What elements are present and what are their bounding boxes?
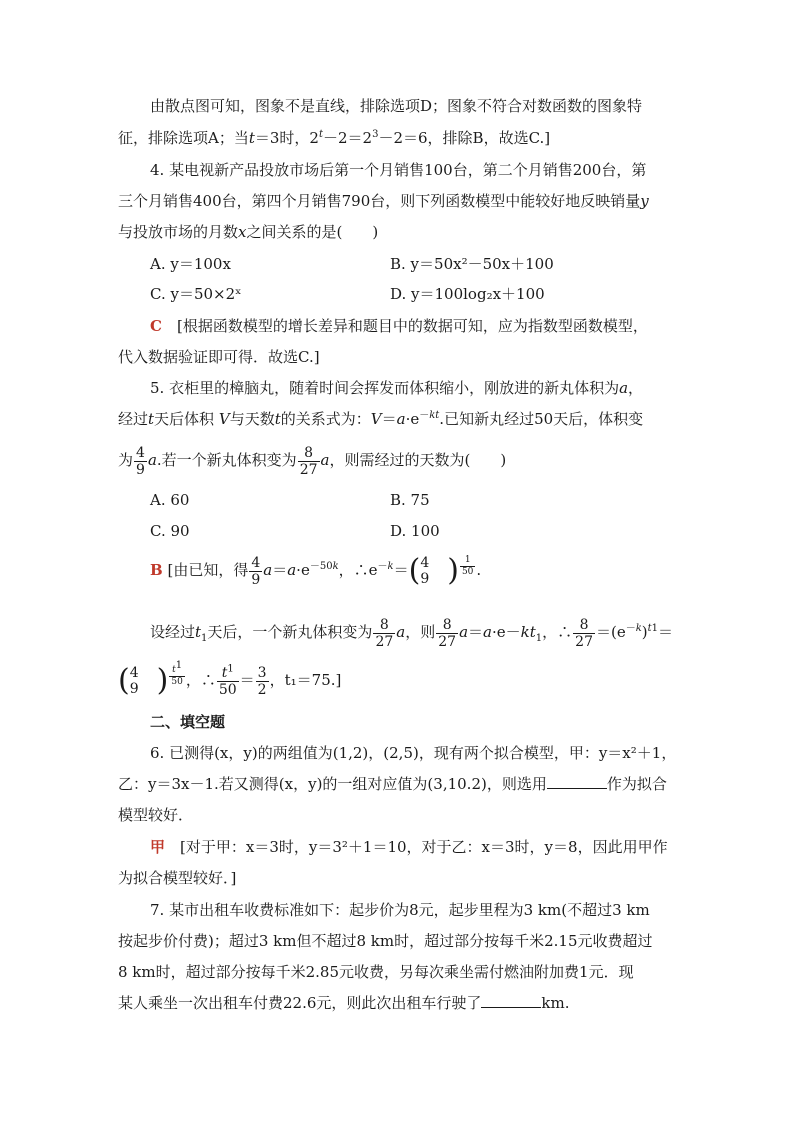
q6-line-2: 乙：y＝3x－1.若又测得(x，y)的一组对应值为(3,10.2)，则选用 作为拟合 xyxy=(118,775,667,793)
q4-option-a: A. y＝100x xyxy=(150,255,231,273)
q6-answer-text: 甲 xyxy=(150,838,166,856)
q4-answer-line-1: C [根据函数模型的增长差异和题目中的数据可知，应为指数型函数模型， xyxy=(150,317,648,335)
q5-option-a: A. 60 xyxy=(150,491,190,509)
q5-line-1: 5. 衣柜里的樟脑丸，随着时间会挥发而体积缩小，刚放进的新丸体积为a， xyxy=(150,379,644,397)
q5-answer-line-2: 设经过$t_1$天后，一个新丸体积变为 $\frac{8}{27}$ a，则 $\frac{8}{27}$ $a=a\cdot e-kt_1$，∴ $\frac{8}{27}$ $=(e^{-k})^{t1}=$ xyxy=(150,616,674,650)
q6-answer-blank xyxy=(547,774,607,789)
q6-line-3: 模型较好． xyxy=(118,806,194,824)
section-title-fill-in: 二、填空题 xyxy=(150,713,226,731)
q4-option-d: D. y＝100log₂x＋100 xyxy=(390,285,545,303)
q7-line-4: 某人乘坐一次出租车付费22.6元，则此次出租车行驶了 km. xyxy=(118,994,570,1012)
q4-option-c: C. y＝50×2ˣ xyxy=(150,285,242,303)
q5-line-2: 经过t天后体积 V与天数t的关系式为：$V=a\cdot e^{-kt}$.已知新丸经过50天后，体积变 xyxy=(118,410,644,428)
q4-answer-letter: C xyxy=(150,317,162,335)
q4-line-1: 4. 某电视新产品投放市场后第一个月销售100台，第二个月销售200台，第 xyxy=(150,161,647,179)
q5-option-d: D. 100 xyxy=(390,522,440,540)
intro-line-1: 由散点图可知，图象不是直线，排除选项D；图象不符合对数函数的图象特 xyxy=(150,97,643,115)
intro-line-2: 征，排除选项A；当t＝3时，$2^t-2=2^3-2=6$，排除B，故选C.] xyxy=(118,129,551,147)
q7-line-1: 7. 某市出租车收费标准如下：起步价为8元，起步里程为3 km(不超过3 km xyxy=(150,901,650,919)
q6-line-1: 6. 已测得(x，y)的两组值为(1,2)，(2,5)，现有两个拟合模型，甲：y＝x²＋1， xyxy=(150,744,677,762)
q5-line-3: 为 $\frac{4}{9}$ a.若一个新丸体积变为 $\frac{8}{27}$ a，则需经过的天数为( ) xyxy=(118,444,507,478)
q4-line-2: 三个月销售400台，第四个月销售790台，则下列函数模型中能较好地反映销量y xyxy=(118,192,649,210)
q5-answer-line-3: ( 4 9 ) $^{\frac{t^1}{50}}$ ，∴ $\frac{t^1}{50}$ ＝ $\frac{3}{2}$ ，t₁＝75.] xyxy=(118,660,342,698)
q7-answer-blank xyxy=(481,993,541,1008)
q5-answer-line-1: B [由已知，得 $\frac{4}{9}$ $a=a\cdot e^{-50k}$，$\therefore e^{-k}=$( 4 9 ) $^{\frac{1}{50}}$ . xyxy=(150,553,482,588)
q5-option-c: C. 90 xyxy=(150,522,190,540)
q7-line-2: 按起步价付费)；超过3 km但不超过8 km时，超过部分按每千米2.15元收费超过 xyxy=(118,932,653,950)
q5-answer-letter: B xyxy=(150,561,163,579)
q7-line-3: 8 km时，超过部分按每千米2.85元收费，另每次乘坐需付燃油附加费1元．现 xyxy=(118,963,634,981)
q6-answer-line-2: 为拟合模型较好．] xyxy=(118,869,237,887)
q5-option-b: B. 75 xyxy=(390,491,430,509)
q4-line-3: 与投放市场的月数x之间关系的是( ) xyxy=(118,223,379,241)
q6-answer-line-1: 甲 [对于甲：x＝3时，y＝3²＋1＝10，对于乙：x＝3时，y＝8，因此用甲作 xyxy=(150,838,668,856)
q4-answer-line-2: 代入数据验证即可得．故选C.] xyxy=(118,348,320,366)
q4-option-b: B. y＝50x²－50x＋100 xyxy=(390,255,554,273)
